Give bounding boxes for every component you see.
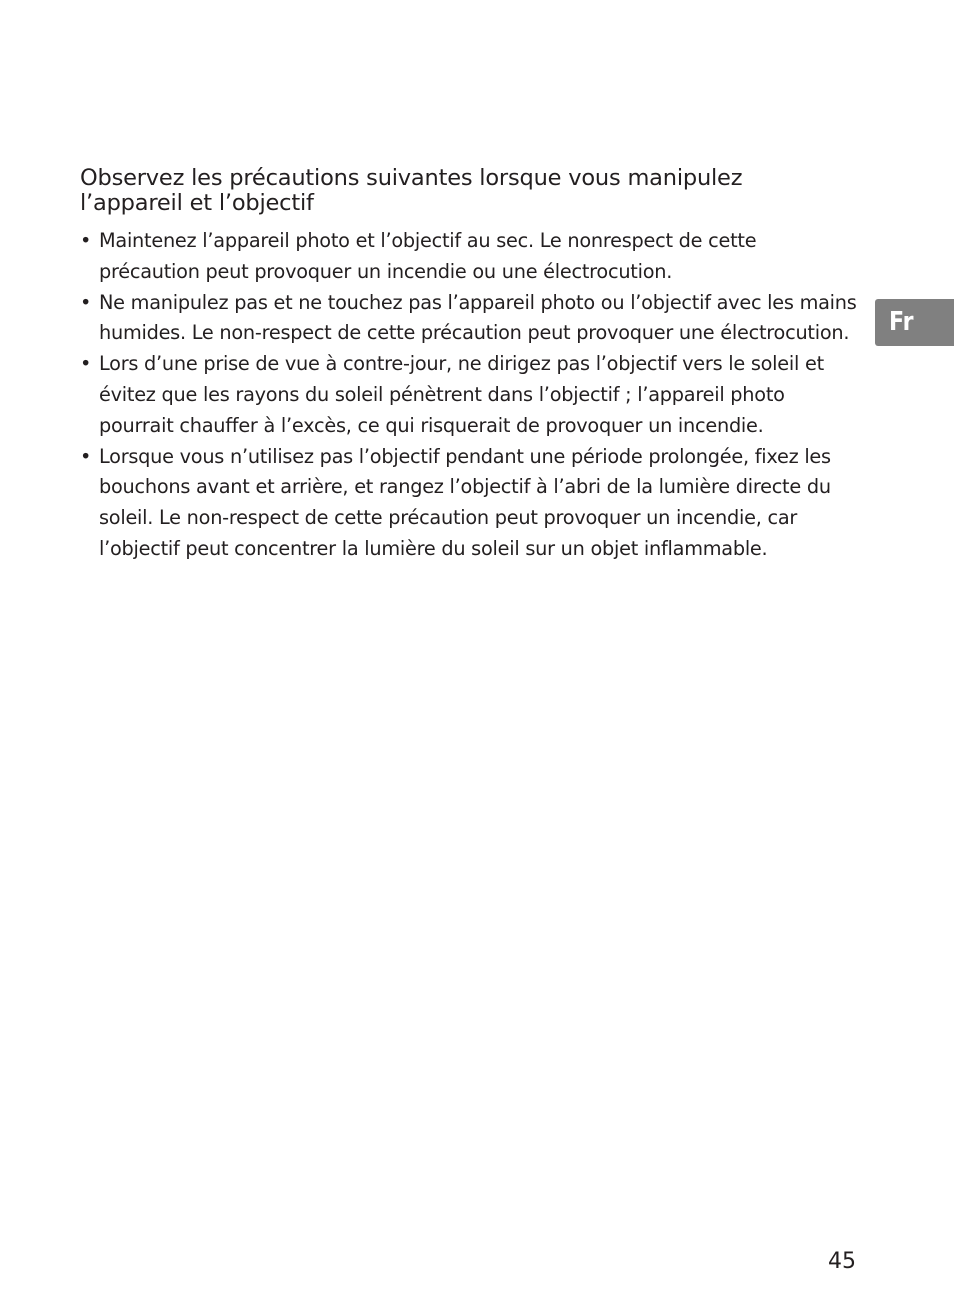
list-item [80, 288, 860, 350]
language-tab [875, 299, 954, 346]
section-heading: Observez les précautions suivantes lorsque vous manipulez l’appareil et l’objectif [80, 165, 743, 216]
language-tab-label: Fr [889, 307, 914, 337]
list-item-text: Ne manipulez pas et ne touchez pas l’appareil photo ou l’objectif avec les mains humides. Le non-respect de cette précaution peut provoquer une électrocution. [99, 290, 857, 345]
precautions-list [80, 226, 860, 565]
page-number: 45 [828, 1249, 856, 1274]
list-item-text: Lorsque vous n’utilisez pas l’objectif pendant une période prolongée, fixez les bouchons avant et arrière, et rangez l’objectif à l’abri de la lumière directe du soleil. Le non-respect de cette précaution peut provoquer un incendie, car l’objectif peut concentrer la lumière du soleil sur un objet inflammable. [99, 444, 831, 560]
list-item [80, 226, 860, 288]
list-item-text: Lors d’une prise de vue à contre-jour, ne dirigez pas l’objectif vers le soleil et évitez que les rayons du soleil pénètrent dans l’objectif ; l’appareil photo pourrait chauffer à l’excès, ce qui risquerait de provoquer un incendie. [99, 352, 824, 437]
list-item [80, 349, 860, 441]
list-item [80, 442, 860, 565]
list-item-text: Maintenez l’appareil photo et l’objectif au sec. Le nonrespect de cette précaution peut provoquer un incendie ou une électrocution. [99, 229, 757, 283]
bullet-icon: • [80, 444, 92, 468]
bullet-icon: • [80, 352, 92, 376]
bullet-icon: • [80, 229, 92, 252]
bullet-icon: • [80, 290, 92, 314]
